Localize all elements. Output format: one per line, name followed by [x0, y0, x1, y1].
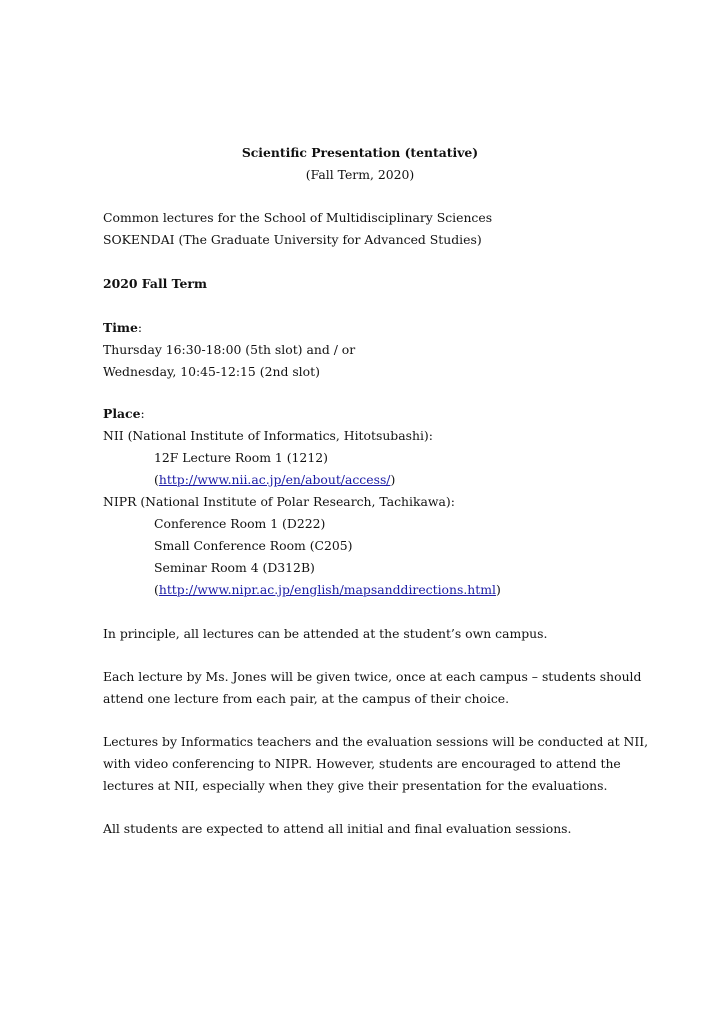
time-slot-2: Wednesday, 10:45-12:15 (2nd slot) [103, 364, 320, 379]
document-subtitle: (Fall Term, 2020) [305, 167, 415, 182]
nipr-name: NIPR (National Institute of Polar Research, Tachikawa): [103, 494, 455, 509]
paragraph-jones-line-1: Each lecture by Ms. Jones will be given twice, once at each campus – students should [103, 669, 642, 684]
paragraph-informatics-line-3: lectures at NII, especially when they give their presentation for the evaluations. [103, 778, 608, 793]
nipr-room-2: Small Conference Room (C205) [154, 538, 353, 553]
nipr-room-1: Conference Room 1 (D222) [154, 516, 326, 531]
nipr-room-3: Seminar Room 4 (D312B) [154, 560, 315, 575]
time-label: Time [103, 320, 138, 335]
paragraph-informatics-line-2: with video conferencing to NIPR. However, students are encouraged to attend the [103, 756, 621, 771]
place-heading [103, 406, 145, 422]
intro-line-1: Common lectures for the School of Multidisciplinary Sciences [103, 210, 493, 225]
term-heading: 2020 Fall Term [103, 276, 207, 291]
time-colon: : [137, 320, 143, 335]
intro-line-2: SOKENDAI (The Graduate University for Advanced Studies) [103, 232, 482, 247]
nii-url-line [154, 472, 395, 488]
paragraph-jones-line-2: attend one lecture from each pair, at the campus of their choice. [103, 691, 510, 706]
nii-room-1: 12F Lecture Room 1 (1212) [154, 450, 328, 465]
nii-access-link[interactable]: http://www.nii.ac.jp/en/about/access/ [158, 472, 391, 487]
nipr-directions-link[interactable]: http://www.nipr.ac.jp/english/mapsanddirections.html [158, 582, 496, 597]
nipr-url-line [154, 582, 501, 598]
place-label: Place [103, 406, 141, 421]
place-colon: : [140, 406, 145, 421]
time-heading [103, 320, 142, 336]
paragraph-evaluation: All students are expected to attend all initial and final evaluation sessions. [103, 821, 572, 836]
nii-name: NII (National Institute of Informatics, Hitotsubashi): [103, 428, 433, 443]
paragraph-principle: In principle, all lectures can be attended at the student’s own campus. [103, 626, 548, 641]
nipr-url-close-paren: ) [495, 582, 501, 597]
nipr-url-open-paren: ( [154, 582, 159, 597]
nii-url-open-paren: ( [154, 472, 159, 487]
paragraph-informatics-line-1: Lectures by Informatics teachers and the evaluation sessions will be conducted at NII, [103, 734, 649, 749]
document-title: Scientific Presentation (tentative) [241, 145, 479, 160]
time-slot-1: Thursday 16:30-18:00 (5th slot) and / or [103, 342, 356, 357]
nii-url-close-paren: ) [390, 472, 396, 487]
